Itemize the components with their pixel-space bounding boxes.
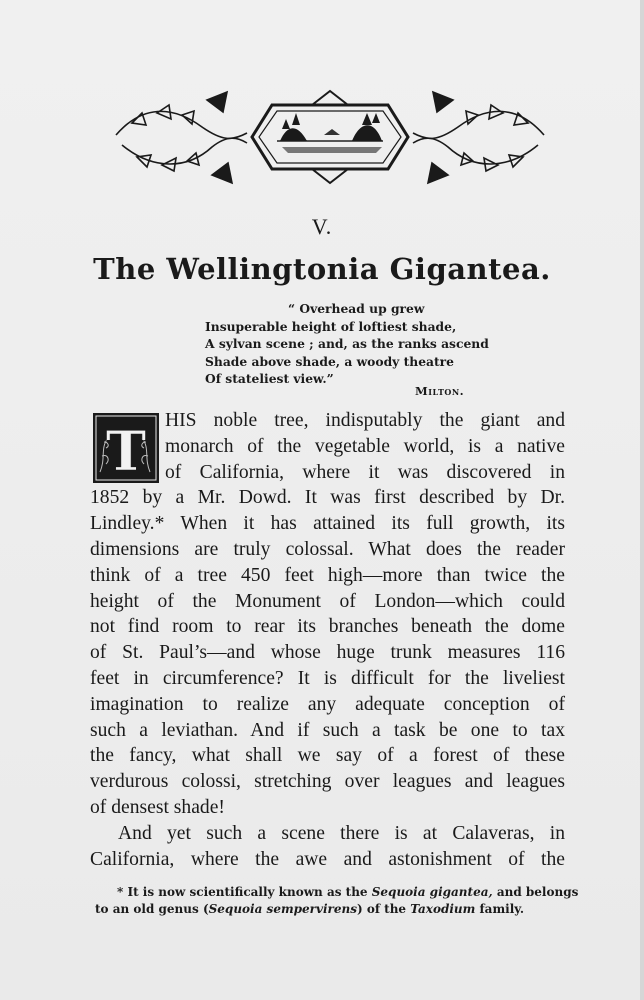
body-line: think of a tree 450 feet high—more than twice the — [90, 564, 565, 586]
footnote-text: ) of the — [356, 902, 411, 916]
footnote — [95, 884, 579, 918]
body-line: dimensions are truly colossal. What does the reader — [90, 538, 565, 560]
body-line: such a leviathan. And if such a task be one to tax — [90, 719, 565, 741]
body-line: 1852 by a Mr. Dowd. It was first described by Dr. — [90, 487, 565, 509]
body-line: monarch of the vegetable world, is a native — [165, 435, 565, 457]
body-line: the fancy, what shall we say of a forest of these — [90, 745, 565, 767]
page-edge — [640, 0, 644, 1000]
footnote-italic: Taxodium — [410, 902, 476, 916]
body-line: California, where the awe and astonishment of the — [90, 848, 565, 870]
footnote-italic: Sequoia sempervirens — [208, 902, 357, 916]
epigraph — [205, 300, 495, 388]
body-line: of California, where it was discovered in — [165, 461, 565, 483]
footnote-text: and belongs — [492, 885, 579, 899]
body-line: imagination to realize any adequate conception of — [90, 693, 565, 715]
footnote-text: family. — [475, 902, 525, 916]
body-line: of St. Paul’s—and whose huge trunk measures 116 — [90, 642, 565, 664]
epigraph-line: Of stateliest view.” — [205, 371, 334, 386]
footnote-text: * It is now scientifically known as the — [117, 885, 372, 899]
body-line: HIS noble tree, indisputably the giant and — [165, 410, 565, 431]
chapter-title: The Wellingtonia Gigantea. — [93, 252, 551, 286]
body-line: verdurous colossi, stretching over leagues and leagues — [90, 771, 565, 793]
epigraph-line: Shade above shade, a woody theatre — [205, 353, 454, 369]
body-line: of densest shade! — [90, 796, 225, 818]
drop-cap-letter: T — [105, 419, 147, 483]
footnote-line — [95, 884, 579, 901]
epigraph-attribution: Milton. — [415, 384, 465, 398]
epigraph-line: Insuperable height of loftiest shade, — [205, 318, 457, 334]
body-line: Lindley.* When it has attained its full growth, its — [90, 513, 565, 535]
body-text — [90, 408, 565, 872]
body-line: not find room to rear its branches beneath the dome — [90, 616, 565, 638]
body-line: height of the Monument of London—which could — [90, 590, 565, 612]
body-line: feet in circumference? It is difficult for the liveliest — [90, 667, 565, 689]
epigraph-line: “ Overhead up grew — [288, 301, 425, 316]
chapter-number: V. — [311, 214, 333, 239]
footnote-text: to an old genus ( — [95, 902, 209, 916]
epigraph-line: A sylvan scene ; and, as the ranks ascend — [205, 336, 489, 351]
body-line: And yet such a scene there is at Calaveras, in — [118, 822, 565, 844]
footnote-line — [95, 901, 565, 918]
footnote-italic: Sequoia gigantea, — [371, 885, 493, 899]
headpiece-ornament — [112, 85, 548, 190]
